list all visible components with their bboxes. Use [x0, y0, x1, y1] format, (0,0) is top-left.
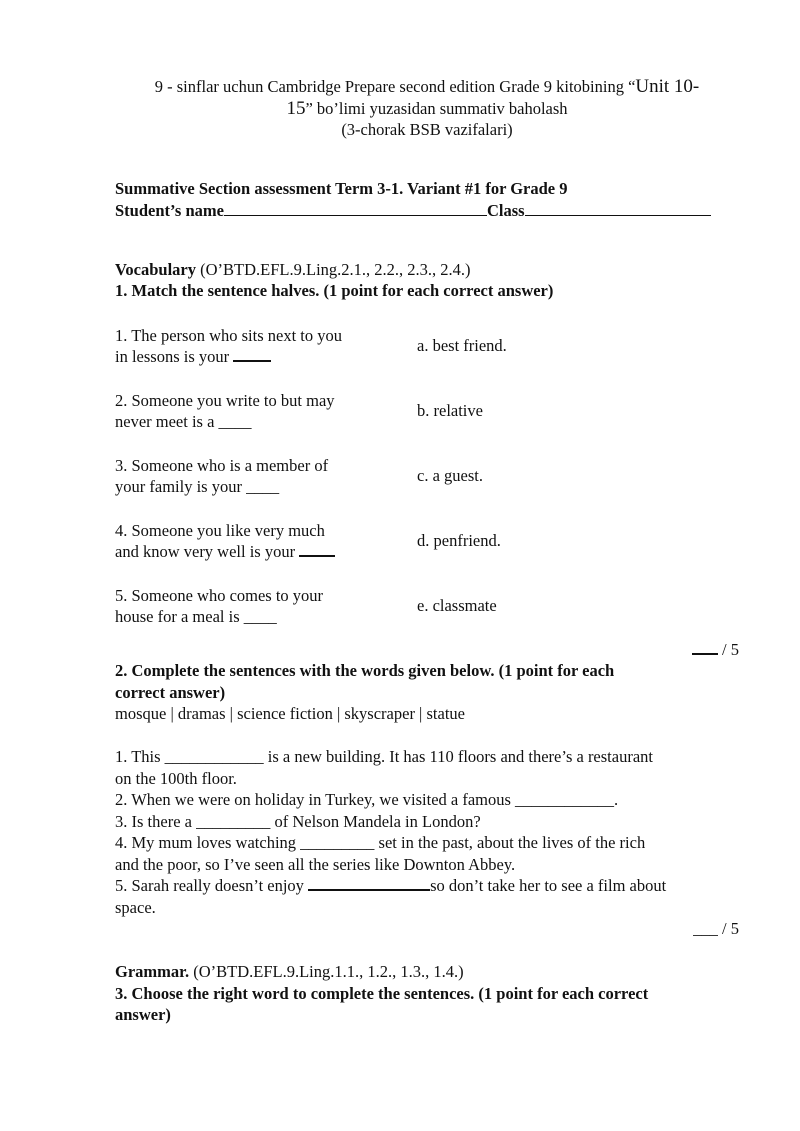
- header-unit-text: Unit 10-: [635, 76, 700, 97]
- document-header: [115, 76, 739, 141]
- match-row: [115, 509, 739, 574]
- header-line-3: (3-chorak BSB vazifalari): [341, 120, 513, 139]
- sentence-5: [115, 875, 739, 897]
- score-task2: ___ / 5: [693, 919, 739, 938]
- match-left-text: 4. Someone you like very much: [115, 520, 325, 540]
- match-row: [115, 379, 739, 444]
- student-name-label: Student’s name: [115, 201, 224, 220]
- match-left-text: in lessons is your: [115, 347, 234, 366]
- header-unit-number: 15: [286, 97, 306, 119]
- header-text: 9 - sinflar uchun Cambridge Prepare second edition Grade 9 kitobining “: [154, 77, 636, 96]
- header-line-2: [115, 98, 739, 120]
- task2-title: 2. Complete the sentences with the words given below. (1 point for each: [115, 661, 615, 680]
- task3-title-cont: answer): [115, 1005, 171, 1024]
- match-table: [115, 314, 739, 639]
- match-left-text: 5. Someone who comes to your: [115, 585, 324, 605]
- answer-blank[interactable]: [299, 541, 335, 557]
- task2-title-cont: correct answer): [115, 682, 226, 702]
- assessment-title: Summative Section assessment Term 3-1. Variant #1 for Grade 9: [115, 178, 568, 198]
- match-left-text: and know very well is your: [115, 542, 300, 561]
- sentence-5-text: so don’t take her to see a film about: [430, 876, 667, 895]
- match-row: [115, 444, 739, 509]
- answer-blank[interactable]: [233, 346, 271, 362]
- document-page: [115, 76, 739, 1026]
- vocabulary-codes: (O’BTD.EFL.9.Ling.2.1., 2.2., 2.3., 2.4.): [196, 259, 471, 279]
- score-task1: [115, 639, 739, 661]
- sentence-4: 4. My mum loves watching _________ set in the past, about the lives of the rich: [115, 833, 646, 852]
- sentence-4-cont: and the poor, so I’ve seen all the series like Downton Abbey.: [115, 854, 516, 874]
- match-left-text: 3. Someone who is a member of: [115, 455, 329, 475]
- answer-blank[interactable]: [308, 875, 430, 891]
- score-total: / 5: [722, 639, 739, 659]
- header-line-1: [115, 76, 739, 98]
- class-label: Class: [486, 201, 525, 220]
- match-right-text: a. best friend.: [417, 336, 507, 356]
- match-left-text: never meet is a ____: [115, 412, 252, 431]
- task3-title: 3. Choose the right word to complete the sentences. (1 point for each correct: [115, 983, 649, 1003]
- vocabulary-heading-line: [115, 259, 739, 281]
- sentence-5-cont: space.: [115, 897, 156, 917]
- grammar-heading: Grammar.: [115, 962, 190, 981]
- student-info-line: [115, 199, 739, 222]
- match-row: [115, 314, 739, 379]
- sentence-2: 2. When we were on holiday in Turkey, we visited a famous ____________.: [115, 790, 619, 809]
- sentence-3: 3. Is there a _________ of Nelson Mandela in London?: [115, 811, 481, 831]
- match-right-text: b. relative: [417, 401, 483, 421]
- grammar-codes: (O’BTD.EFL.9.Ling.1.1., 1.2., 1.3., 1.4.): [189, 962, 464, 981]
- task1-title: 1. Match the sentence halves. (1 point for each correct answer): [115, 281, 554, 300]
- match-left-text: your family is your ____: [115, 477, 280, 496]
- sentence-1-cont: on the 100th floor.: [115, 768, 237, 788]
- score-blank[interactable]: [692, 639, 718, 655]
- word-bank: mosque | dramas | science fiction | skyscraper | statue: [115, 704, 465, 723]
- match-left-text: 1. The person who sits next to you: [115, 325, 343, 345]
- match-left-text: 2. Someone you write to but may: [115, 390, 335, 410]
- grammar-heading-line: [115, 961, 739, 983]
- header-text: ” bo’limi yuzasidan summativ baholash: [305, 98, 568, 118]
- match-left-text: house for a meal is ____: [115, 607, 277, 626]
- vocabulary-heading: Vocabulary: [115, 259, 196, 279]
- match-right-text: c. a guest.: [417, 466, 483, 486]
- class-field[interactable]: [525, 199, 711, 216]
- sentence-5-text: 5. Sarah really doesn’t enjoy: [115, 876, 309, 895]
- student-name-field[interactable]: [224, 199, 487, 216]
- match-right-text: d. penfriend.: [417, 531, 501, 551]
- sentence-1: 1. This ____________ is a new building. It has 110 floors and there’s a restaurant: [115, 747, 653, 766]
- match-right-text: e. classmate: [417, 596, 497, 616]
- match-row: [115, 574, 739, 639]
